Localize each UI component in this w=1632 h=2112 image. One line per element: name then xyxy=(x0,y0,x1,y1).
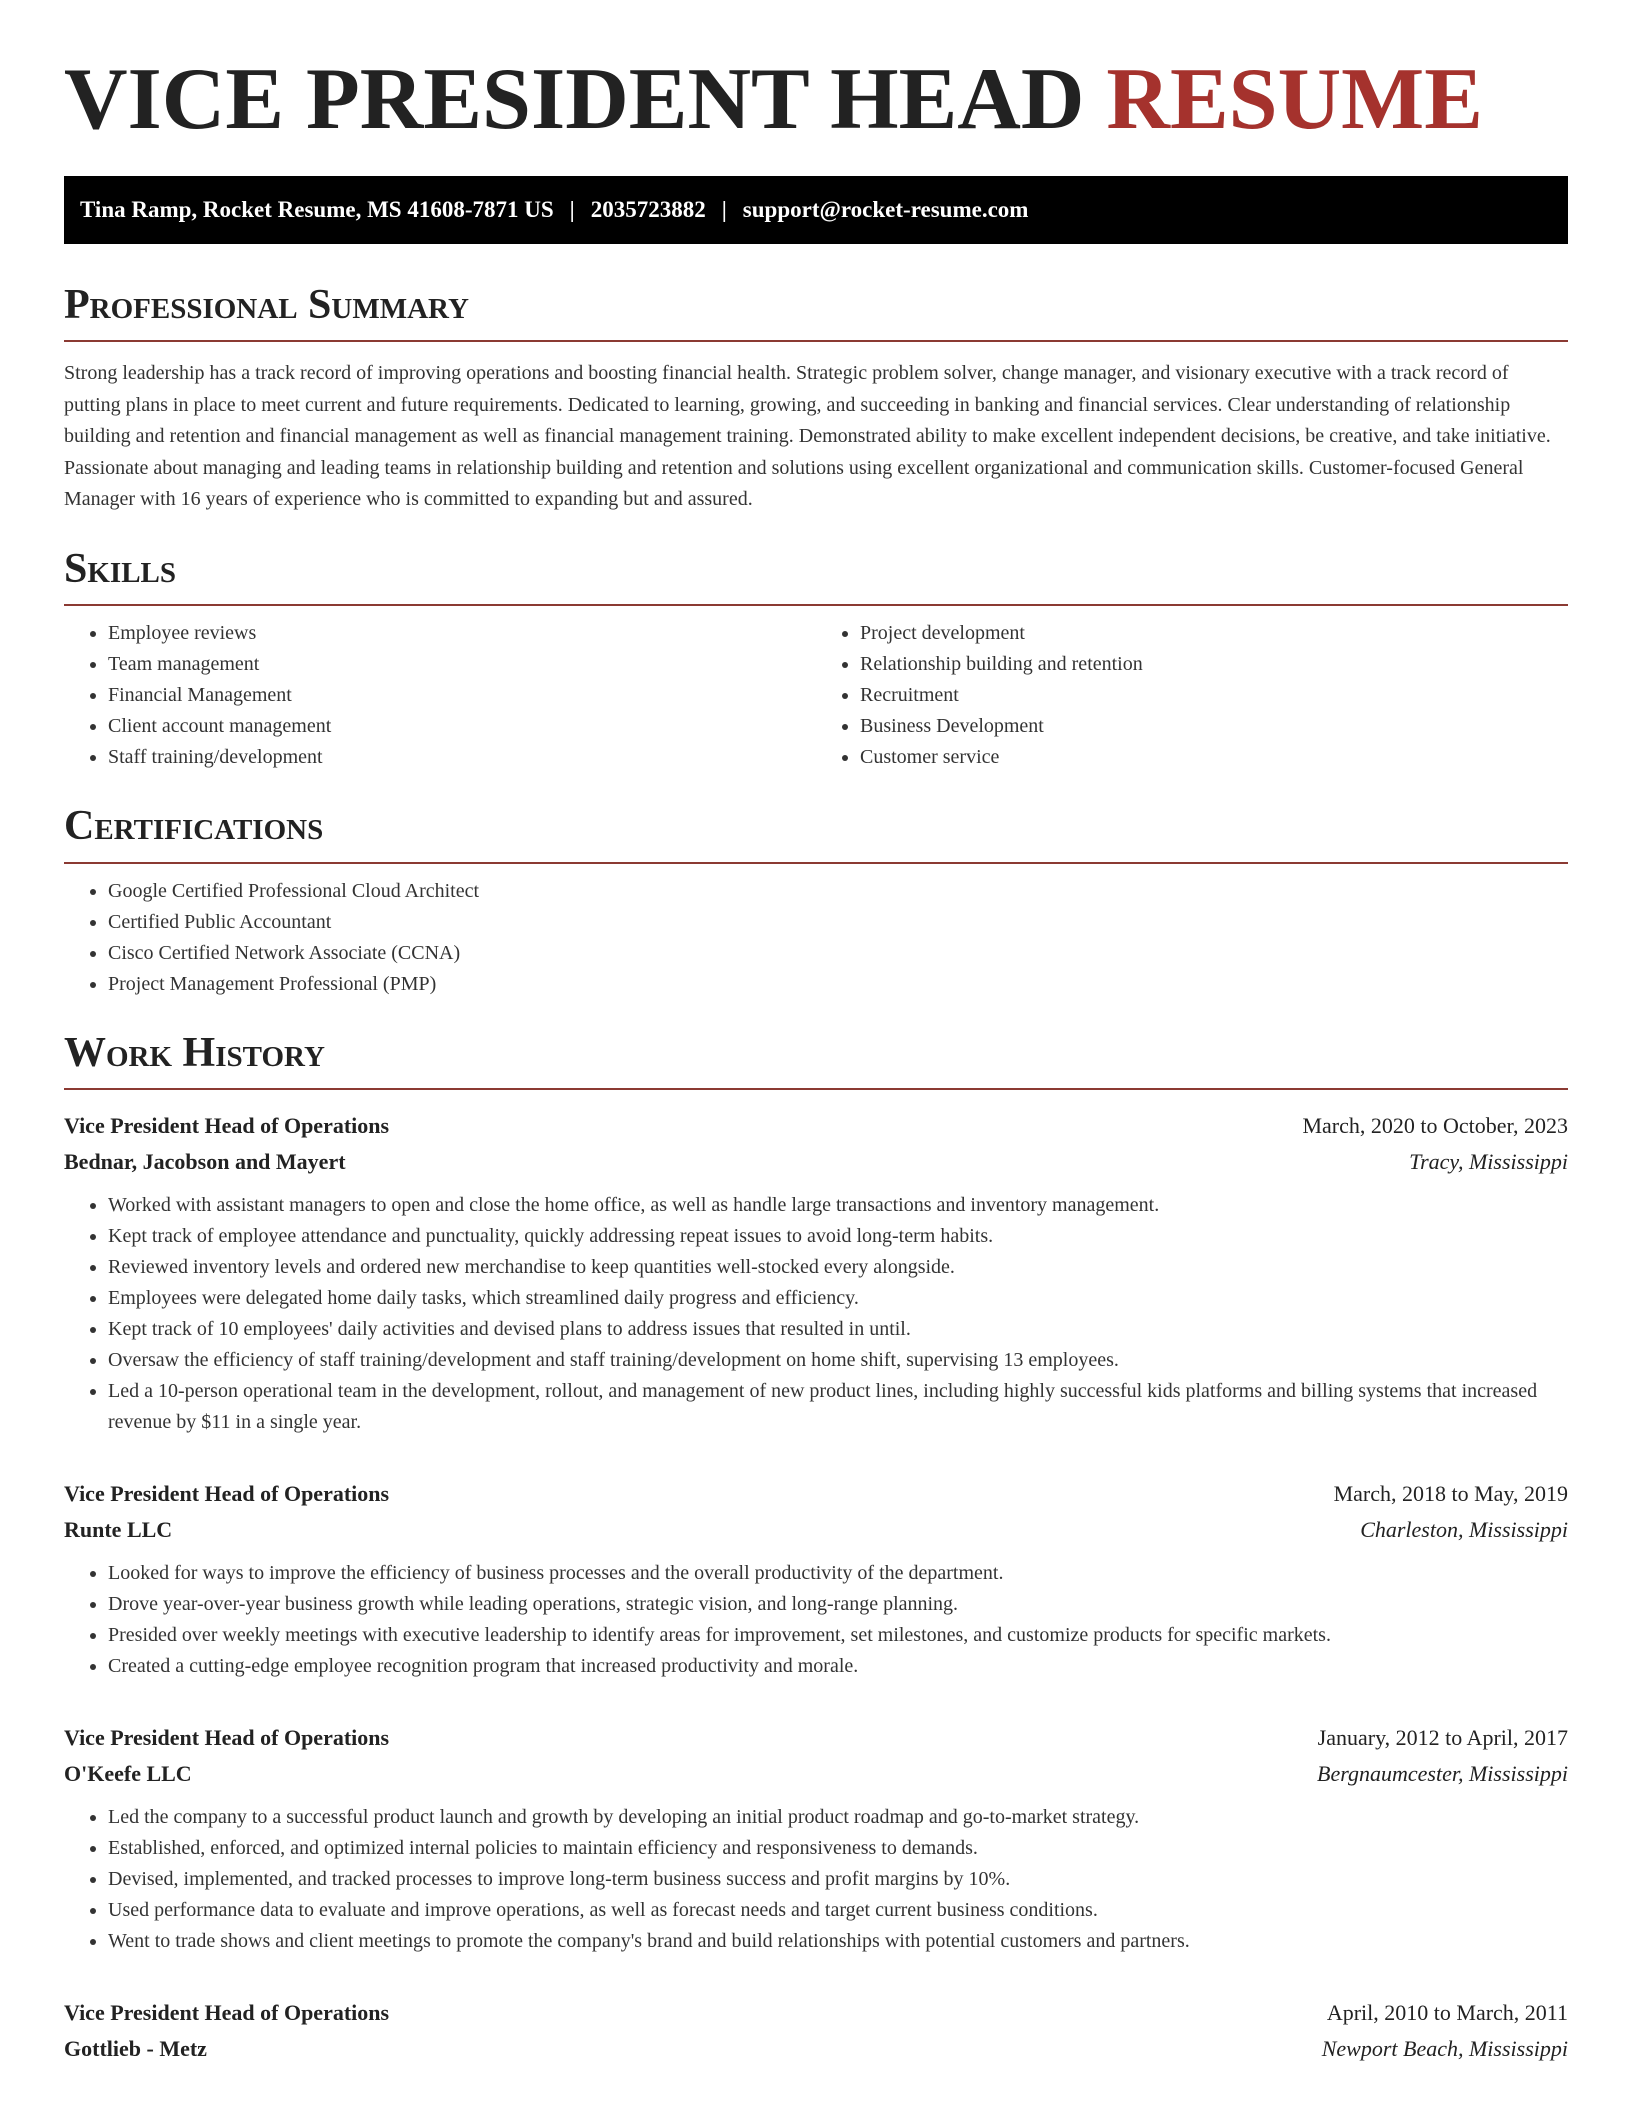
job-company: Bednar, Jacobson and Mayert xyxy=(64,1149,346,1175)
job-company: Runte LLC xyxy=(64,1517,173,1543)
job-title: Vice President Head of Operations xyxy=(64,1481,390,1507)
job-bullet: • Looked for ways to improve the efficiency of business processes and the overall productivity of the department. xyxy=(108,1558,1568,1589)
job-entry xyxy=(64,1995,1568,2067)
job-bullet: • Oversaw the efficiency of staff training/development and staff training/development on home shift, supervising 13 employees. xyxy=(108,1345,1568,1376)
resume-content xyxy=(64,280,1568,2095)
work-history-section xyxy=(64,1028,1568,2067)
certifications-list xyxy=(64,876,1568,1000)
skill-item: • Business Development xyxy=(860,711,1568,742)
job-bullet: • Presided over weekly meetings with executive leadership to identify areas for improvement, set milestones, and customize products for specific markets. xyxy=(108,1620,1568,1651)
certifications-section xyxy=(64,801,1568,999)
job-location: Newport Beach, Mississippi xyxy=(1321,2036,1568,2062)
job-bullet: • Kept track of employee attendance and punctuality, quickly addressing repeat issues to avoid long-term habits. xyxy=(108,1221,1568,1252)
skills-section xyxy=(64,544,1568,773)
contact-address: Tina Ramp, Rocket Resume, MS 41608-7871 US xyxy=(80,197,554,222)
job-entry xyxy=(64,1476,1568,1682)
certification-item: • Certified Public Accountant xyxy=(108,907,1568,938)
section-heading-summary: Professional Summary xyxy=(64,280,1568,342)
job-bullet: • Led the company to a successful product launch and growth by developing an initial product roadmap and go-to-market strategy. xyxy=(108,1802,1568,1833)
contact-separator: | xyxy=(721,197,727,222)
contact-separator: | xyxy=(569,197,575,222)
job-title: Vice President Head of Operations xyxy=(64,2000,390,2026)
certification-item: • Cisco Certified Network Associate (CCNA) xyxy=(108,938,1568,969)
job-bullet-list xyxy=(64,1802,1568,1957)
job-entry xyxy=(64,1108,1568,1438)
skill-item: • Customer service xyxy=(860,742,1568,773)
job-dates: January, 2012 to April, 2017 xyxy=(1317,1725,1568,1751)
section-heading-work-history: Work History xyxy=(64,1028,1568,1090)
job-bullet: • Used performance data to evaluate and improve operations, as well as forecast needs and target current business conditions. xyxy=(108,1895,1568,1926)
skills-grid xyxy=(64,606,1568,773)
job-title: Vice President Head of Operations xyxy=(64,1113,390,1139)
job-list xyxy=(64,1108,1568,2067)
skills-list-left xyxy=(64,618,816,773)
skill-item: • Financial Management xyxy=(108,680,816,711)
section-heading-skills: Skills xyxy=(64,544,1568,606)
skill-item: • Team management xyxy=(108,649,816,680)
job-bullet: • Drove year-over-year business growth while leading operations, strategic vision, and long-range planning. xyxy=(108,1589,1568,1620)
job-bullet: • Created a cutting-edge employee recognition program that increased productivity and morale. xyxy=(108,1651,1568,1682)
job-dates: April, 2010 to March, 2011 xyxy=(1326,2000,1568,2026)
job-company-row xyxy=(64,1512,1568,1548)
job-bullet: • Reviewed inventory levels and ordered new merchandise to keep quantities well-stocked every alongside. xyxy=(108,1252,1568,1283)
skill-item: • Project development xyxy=(860,618,1568,649)
contact-phone: 2035723882 xyxy=(590,197,706,222)
professional-summary-section xyxy=(64,280,1568,516)
job-bullet: • Devised, implemented, and tracked processes to improve long-term business success and profit margins by 10%. xyxy=(108,1864,1568,1895)
job-company-row xyxy=(64,2031,1568,2067)
section-heading-certifications: Certifications xyxy=(64,801,1568,863)
job-bullet: • Worked with assistant managers to open and close the home office, as well as handle large transactions and inventory management. xyxy=(108,1190,1568,1221)
certification-item: • Google Certified Professional Cloud Architect xyxy=(108,876,1568,907)
title-accent: RESUME xyxy=(1106,51,1483,148)
job-bullet: • Kept track of 10 employees' daily activities and devised plans to address issues that resulted in until. xyxy=(108,1314,1568,1345)
job-title: Vice President Head of Operations xyxy=(64,1725,390,1751)
job-bullet: • Established, enforced, and optimized internal policies to maintain efficiency and responsiveness to demands. xyxy=(108,1833,1568,1864)
skill-item: • Employee reviews xyxy=(108,618,816,649)
job-location: Tracy, Mississippi xyxy=(1409,1149,1568,1175)
skills-list-right xyxy=(816,618,1568,773)
job-header-row xyxy=(64,1720,1568,1756)
job-header-row xyxy=(64,1476,1568,1512)
job-bullet: • Went to trade shows and client meetings to promote the company's brand and build relationships with potential customers and partners. xyxy=(108,1926,1568,1957)
job-header-row xyxy=(64,1995,1568,2031)
job-location: Bergnaumcester, Mississippi xyxy=(1317,1761,1568,1787)
job-company: O'Keefe LLC xyxy=(64,1761,192,1787)
job-company: Gottlieb - Metz xyxy=(64,2036,207,2062)
certification-item: • Project Management Professional (PMP) xyxy=(108,969,1568,1000)
skill-item: • Recruitment xyxy=(860,680,1568,711)
job-header-row xyxy=(64,1108,1568,1144)
job-entry xyxy=(64,1720,1568,1957)
summary-text: Strong leadership has a track record of improving operations and boosting financial health. Strategic problem solver, change manager, and visionary executive with a track record of putting plans in place to meet current and future requirements. Dedicated to learning, growing, and succeeding in banking and financial services. Clear understanding of relationship building and retention and financial management as well as financial management training. Demonstrated ability to make excellent independent decisions, be creative, and take initiative. Passionate about managing and leading teams in relationship building and retention and solutions using excellent organizational and communication skills. Customer-focused General Manager with 16 years of experience who is committed to expanding but and assured. xyxy=(64,362,1551,511)
job-bullet-list xyxy=(64,1190,1568,1438)
resume-title xyxy=(64,52,1483,149)
job-location: Charleston, Mississippi xyxy=(1360,1517,1568,1543)
title-main: VICE PRESIDENT HEAD xyxy=(64,51,1085,148)
job-company-row xyxy=(64,1144,1568,1180)
contact-bar xyxy=(64,176,1568,244)
contact-email: support@rocket-resume.com xyxy=(742,197,1029,222)
job-bullet: • Led a 10-person operational team in the development, rollout, and management of new product lines, including highly successful kids platforms and billing systems that increased revenue by $11 in a single year. xyxy=(108,1376,1568,1438)
job-bullet: • Employees were delegated home daily tasks, which streamlined daily progress and efficiency. xyxy=(108,1283,1568,1314)
job-bullet-list xyxy=(64,1558,1568,1682)
skill-item: • Client account management xyxy=(108,711,816,742)
job-dates: March, 2020 to October, 2023 xyxy=(1302,1113,1568,1139)
job-company-row xyxy=(64,1756,1568,1792)
skill-item: • Staff training/development xyxy=(108,742,816,773)
skill-item: • Relationship building and retention xyxy=(860,649,1568,680)
job-dates: March, 2018 to May, 2019 xyxy=(1333,1481,1568,1507)
